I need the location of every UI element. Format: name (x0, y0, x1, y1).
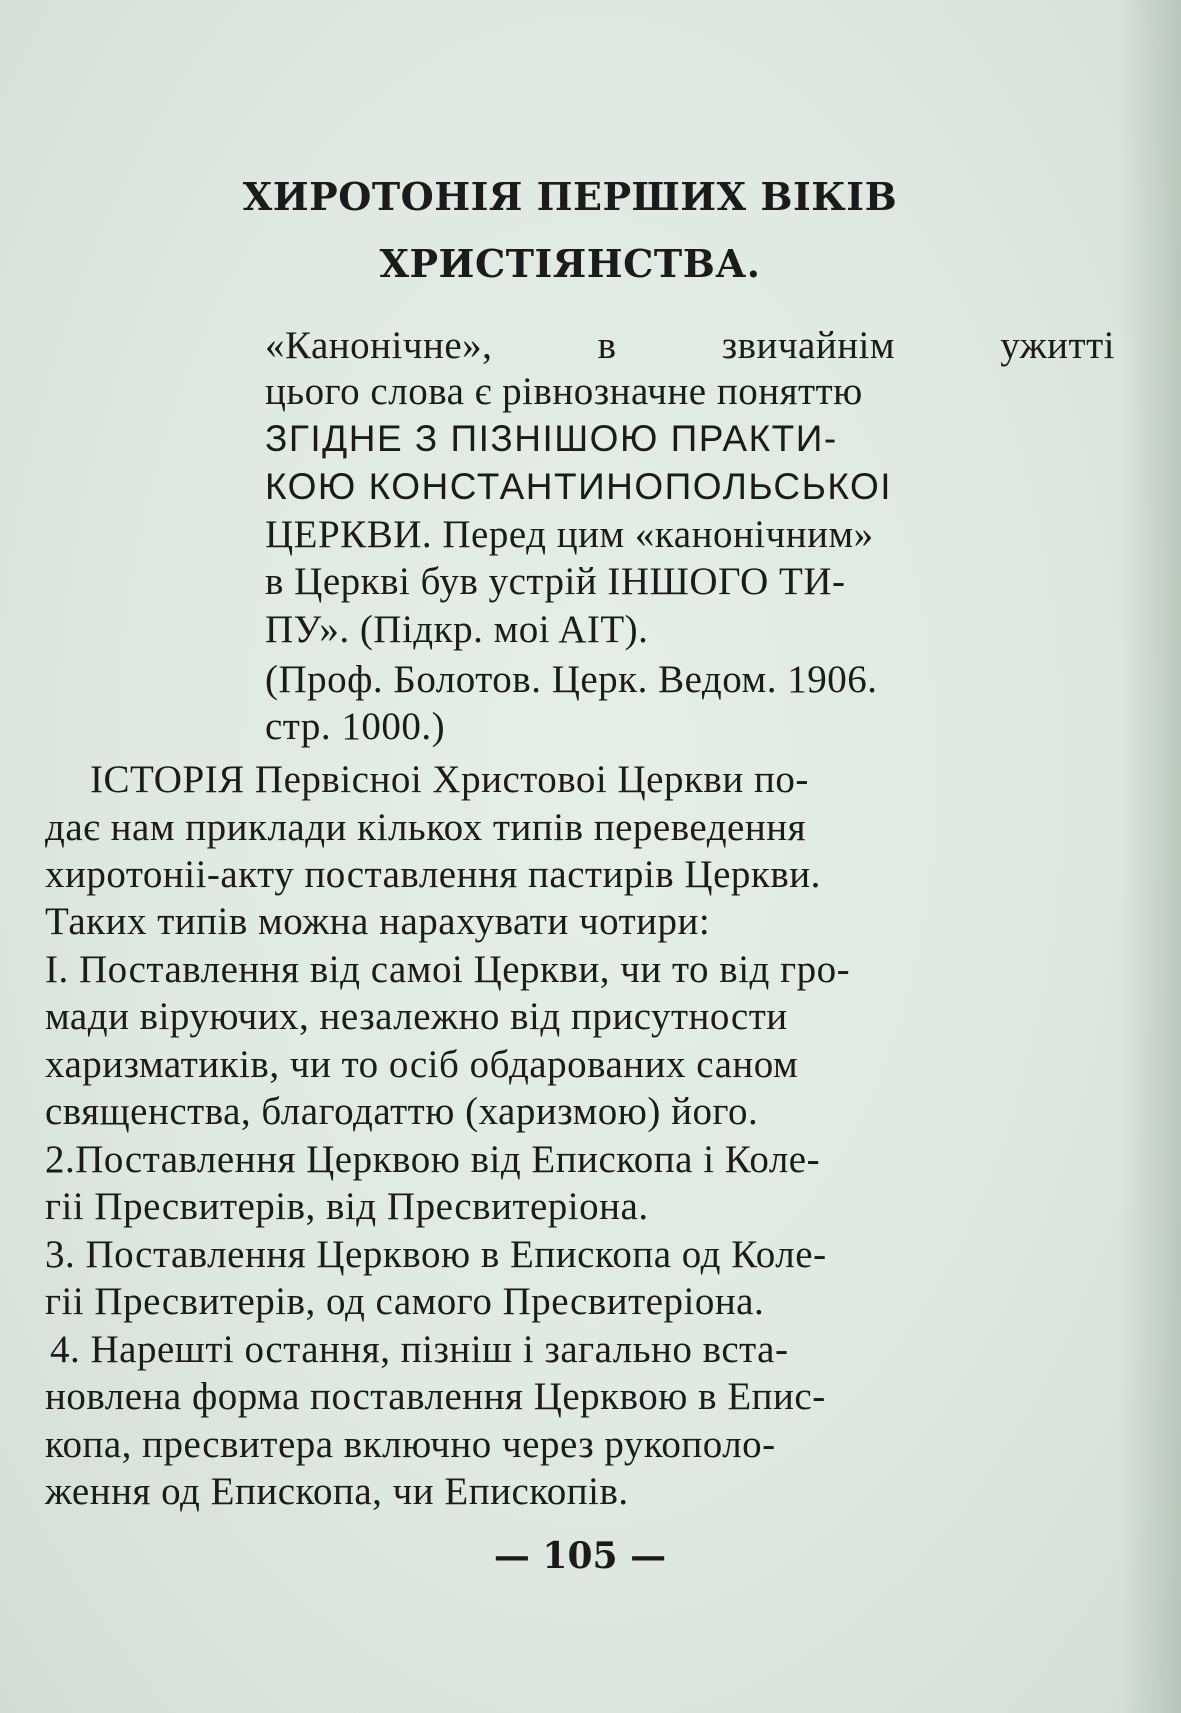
body-line: копа, пресвитера включно через рукополо- (45, 1423, 776, 1466)
body-line: гіі Пресвитерів, од самого Пресвитеріона. (45, 1280, 765, 1323)
body-line: дає нам приклади кількох типів переведення (45, 806, 807, 849)
body-line: ження од Епископа, чи Епископів. (45, 1470, 629, 1513)
body-line: І. Поставлення від самоі Церкви, чи то від гро- (45, 948, 851, 991)
quote-line: цього слова є рівнозначне поняттю (265, 370, 863, 413)
body-line: Таких типів можна нарахувати чотири: (45, 900, 711, 943)
body-line: гіі Пресвитерів, від Пресвитеріона. (45, 1185, 649, 1228)
quote-word: звичайнім (721, 324, 896, 367)
quote-line: ЦЕРКВИ. Перед цим «канонічним» (265, 513, 874, 556)
body-line: новлена форма поставлення Церквою в Епис- (45, 1375, 826, 1418)
body-line: ІСТОРІЯ Первісноі Христовоі Церкви по- (90, 758, 809, 801)
quote-citation: (Проф. Болотов. Церк. Ведом. 1906. (265, 658, 878, 701)
quote-word: ужитті (1000, 324, 1115, 367)
quote-line (265, 326, 1115, 365)
quote-line: ПУ». (Підкр. мoi AIT). (265, 608, 649, 651)
body-line: 4. Нарешті остання, пізніш і загально вста- (50, 1328, 789, 1371)
quote-citation: стр. 1000.) (265, 705, 446, 748)
chapter-title-line-2: ХРИСТІЯНСТВА. (379, 241, 761, 286)
chapter-title-line-1: ХИРОТОНІЯ ПЕРШИХ ВІКІВ (242, 174, 898, 219)
body-line: 3. Поставлення Церквою в Епископа од Коле- (45, 1233, 827, 1276)
quote-word: в (597, 324, 617, 367)
body-line: харизматиків, чи то осіб обдарованих саном (45, 1043, 799, 1086)
quote-word: «Канонічне», (265, 324, 493, 367)
body-line: священства, благодаттю (харизмою) його. (45, 1090, 759, 1133)
page-number: — 105 — (493, 1535, 667, 1577)
quote-line: ЗГІДНЕ З ПІЗНІШОЮ ПРАКТИ- (265, 418, 838, 459)
quote-line: КОЮ КОНСТАНТИНОПОЛЬСЬКОІ (265, 466, 893, 507)
body-line: мади віруючих, незалежно від присутности (45, 995, 788, 1038)
body-line: хиротонii-акту поставлення пастирів Церкви. (45, 853, 821, 896)
body-line: 2.Поставлення Церквою від Епископа і Коле- (45, 1138, 821, 1181)
quote-line: в Церкві був устрій ІНШОГО ТИ- (265, 560, 846, 603)
